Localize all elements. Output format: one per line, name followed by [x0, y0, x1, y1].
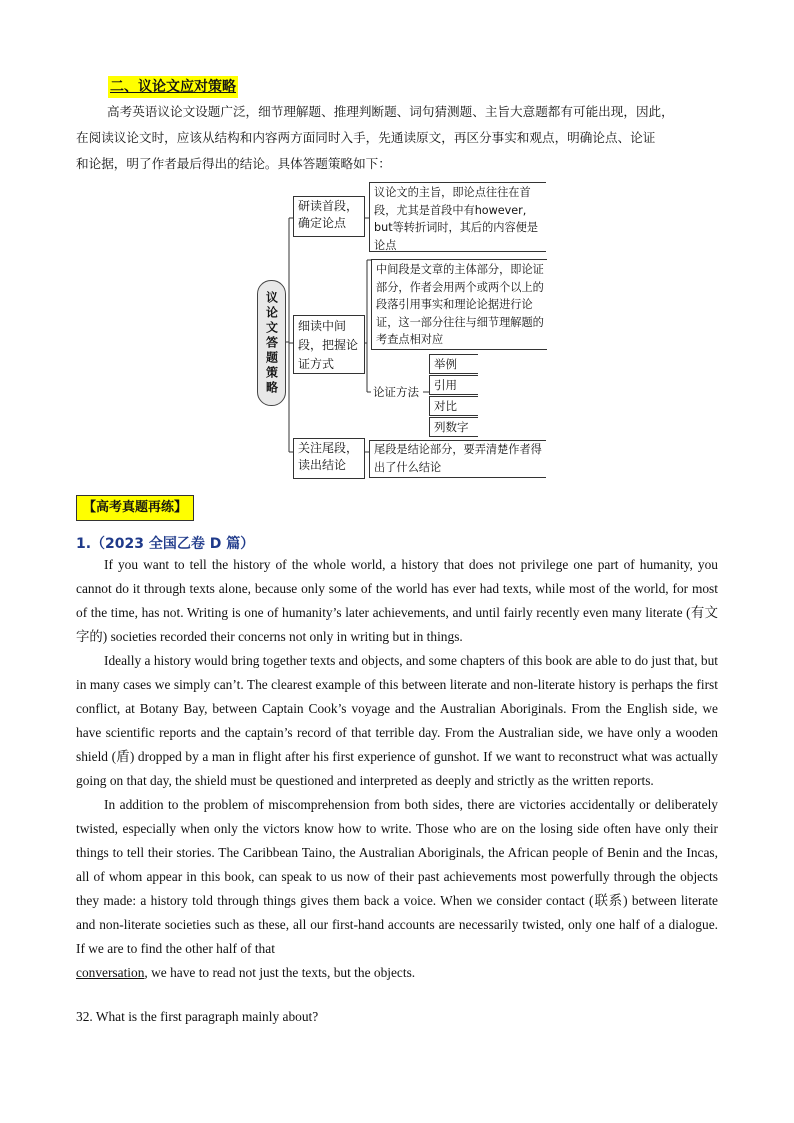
intro-line: 和论据，明了作者最后得出的结论。具体答题策略如下： — [76, 156, 391, 171]
passage-text: In addition to the problem of miscomprehension from both sides, there are victories accidentally or deliberately twisted, especially when only the victors know how to write. Those who are on the losing side often have only their things to tell their stories. The Caribbean Taino, the Australian Aboriginals, the African people of Benin and the Incas, all of whom appear in this book, can speak to us now of their past achievements most powerfully through the objects they made: a history told through things gives them back a voice. When we consider contact (联系) between literate and non-literate societies such as these, all our first-hand accounts are necessarily twisted, only one half of a dialogue. If we are to find the other half of that — [76, 797, 718, 956]
intro-paragraph — [76, 99, 718, 177]
branch-2-desc: 中间段是文章的主体部分，即论证部分，作者会用两个或两个以上的段落引用事实和理论论据进行论证，这一部分往往与细节理解题的考查点相对应 — [371, 259, 547, 350]
strategy-diagram — [253, 180, 553, 480]
section-heading: 二、议论文应对策略 — [108, 76, 238, 98]
branch-3-desc: 尾段是结论部分，要弄清楚作者得出了什么结论 — [369, 440, 546, 478]
passage-paragraph: If you want to tell the history of the whole world, a history that does not privilege one part of humanity, you cannot do it through texts alone, because only some of the world has ever had texts, while most of the world, for most of the time, has not. Writing is one of humanity’s later achievements, and until fairly recently even many literate (有文字的) societies recorded their concerns not only in writing but in things. — [76, 557, 718, 644]
method-item: 举例 — [429, 354, 478, 374]
question-32: 32. What is the first paragraph mainly about? — [76, 1009, 319, 1024]
method-item: 引用 — [429, 375, 478, 395]
underlined-word: conversation — [76, 965, 145, 980]
method-item: 对比 — [429, 396, 478, 416]
method-item: 列数字 — [429, 417, 478, 437]
question-title: 1.（2023 全国乙卷 D 篇） — [76, 536, 255, 552]
branch-2-box: 细读中间段，把握论证方式 — [293, 315, 365, 374]
intro-line: 在阅读议论文时，应该从结构和内容两方面同时入手，先通读原文，再区分事实和观点，明确论点、论证 — [76, 130, 656, 145]
intro-line: 高考英语议论文设题广泛，细节理解题、推理判断题、词句猜测题、主旨大意题都有可能出现，因此， — [107, 104, 674, 119]
branch-1-desc: 议论文的主旨，即论点往往在首段，尤其是首段中有however, but等转折词时，其后的内容便是论点 — [369, 182, 546, 252]
passage-paragraph: Ideally a history would bring together texts and objects, and some chapters of this book are able to do just that, but in many cases we simply can’t. The clearest example of this between literate and non-literate history is perhaps the first conflict, at Botany Bay, between Captain Cook’s voyage and the Australian Aboriginals. From the English side, we have scientific reports and the captain’s record of that terrible day. From the Australian side, we have only a wooden shield (盾) dropped by a man in flight after his first experience of gunshot. If we want to reconstruct what was actually going on that day, the shield must be questioned and interpreted as deeply and strictly as the written reports. — [76, 653, 718, 788]
passage-paragraph — [76, 793, 718, 985]
reading-passage — [76, 553, 718, 985]
method-label: 论证方法 — [373, 385, 419, 399]
branch-1-box: 研读首段，确定论点 — [293, 196, 365, 237]
practice-heading: 【高考真题再练】 — [76, 495, 194, 521]
branch-3-box: 关注尾段，读出结论 — [293, 438, 365, 479]
diagram-root: 议论文答题策略 — [257, 280, 286, 406]
passage-text: , we have to read not just the texts, but the objects. — [144, 965, 416, 980]
